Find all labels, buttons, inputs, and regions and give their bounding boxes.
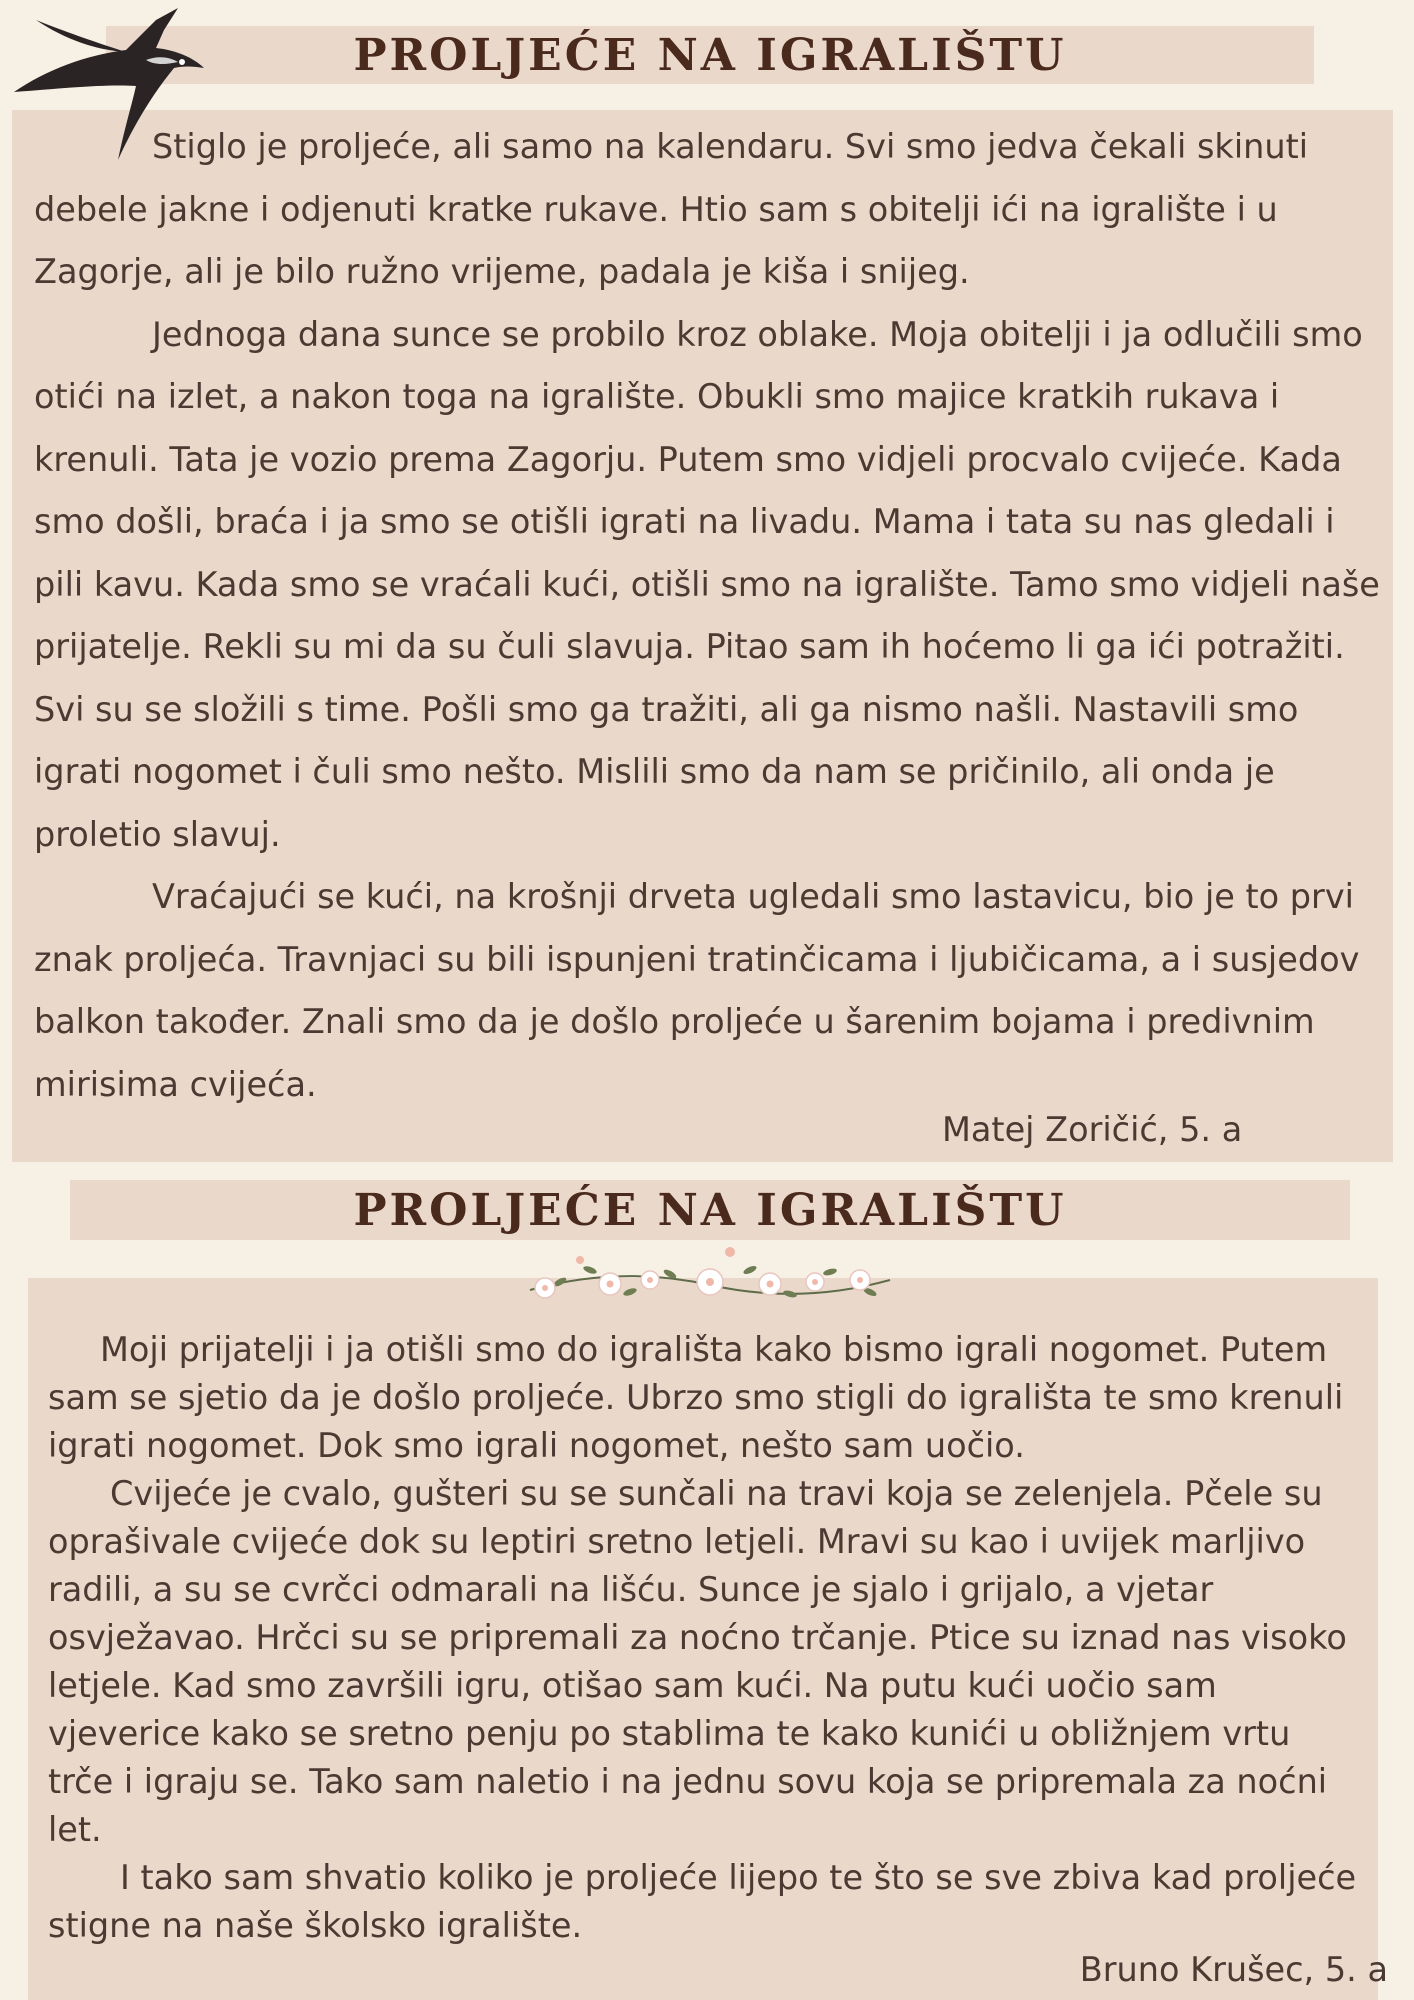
story-2-paragraph-3: I tako sam shvatio koliko je proljeće lijepo te što se sve zbiva kad proljeće stigne na naše školsko igralište.	[48, 1858, 1357, 1945]
story-2-paragraph-2: Cvijeće je cvalo, gušteri su se sunčali na travi koja se zelenjela. Pčele su oprašivale cvijeće dok su leptiri sretno letjeli. Mravi su kao i uvijek marljivo radili, a su se cvrčci odmarali na lišću. Sunce je sjalo i grijalo, a vjetar osvježavao. Hrčci su se pripremali za noćno trčanje. Ptice su iznad nas visoko letjele. Kad smo završili igru, otišao sam kući. Na putu kući uočio sam vjeverice kako se sretno penju po stablima te kako kunići u obližnjem vrtu trče i igraju se. Tako sam naletio i na jednu sovu koja se pripremala za noćni let.	[48, 1474, 1347, 1849]
story-1-paragraph-3: Vraćajući se kući, na krošnji drveta ugledali smo lastavicu, bio je to prvi znak proljeća. Travnjaci su bili ispunjeni tratinčicama i ljubičicama, a i susjedov balkon također. Znali smo da je došlo proljeće u šarenim bojama i predivnim mirisima cvijeća.	[34, 877, 1360, 1104]
story-2-signature: Bruno Krušec, 5. a	[1079, 1950, 1388, 1989]
story-1-paragraph-1: Stiglo je proljeće, ali samo na kalendaru. Svi smo jedva čekali skinuti debele jakne i odjenuti kratke rukave. Htio sam s obitelji ići na igralište i u Zagorje, ali je bilo ružno vrijeme, padala je kiša i snijeg.	[34, 127, 1309, 291]
section-title: PROLJEĆE NA IGRALIŠTU	[353, 1184, 1067, 1236]
story-2	[28, 1278, 1378, 2000]
story-2-paragraph-1: Moji prijatelji i ja otišli smo do igrališta kako bismo igrali nogomet. Putem sam se sjetio da je došlo proljeće. Ubrzo smo stigli do igrališta te smo krenuli igrati nogomet. Dok smo igrali nogomet, nešto sam uočio.	[48, 1330, 1344, 1465]
flower-garland-icon	[520, 1240, 900, 1320]
page-title: PROLJEĆE NA IGRALIŠTU	[353, 29, 1067, 81]
title-bar-2	[70, 1180, 1350, 1240]
swallow-icon	[6, 0, 206, 170]
story-1	[12, 110, 1393, 1162]
story-1-paragraph-2: Jednoga dana sunce se probilo kroz oblake. Moja obitelji i ja odlučili smo otići na izlet, a nakon toga na igralište. Obukli smo majice kratkih rukava i krenuli. Tata je vozio prema Zagorju. Putem smo vidjeli procvalo cvijeće. Kada smo došli, braća i ja smo se otišli igrati na livadu. Mama i tata su nas gledali i pili kavu. Kada smo se vraćali kući, otišli smo na igralište. Tamo smo vidjeli naše prijatelje. Rekli su mi da su čuli slavuja. Pitao sam ih hoćemo li ga ići potražiti. Svi su se složili s time. Pošli smo ga tražiti, ali ga nismo našli. Nastavili smo igrati nogomet i čuli smo nešto. Mislili smo da nam se pričinilo, ali onda je proletio slavuj.	[34, 314, 1380, 854]
title-bar-1	[106, 26, 1314, 84]
story-1-signature: Matej Zoričić, 5. a	[942, 1110, 1243, 1149]
